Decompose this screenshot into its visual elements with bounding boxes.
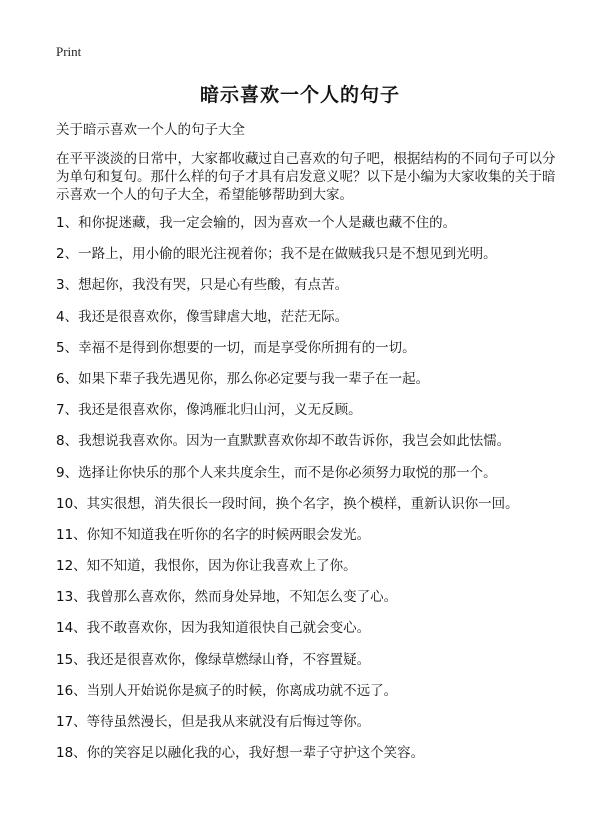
list-item: 3、想起你，我没有哭，只是心有些酸，有点苦。: [56, 277, 349, 294]
list-item: 5、幸福不是得到你想要的一切，而是享受你所拥有的一切。: [56, 339, 416, 356]
list-item: 4、我还是很喜欢你，像雪肆虐大地，茫茫无际。: [56, 308, 349, 325]
list-item: 13、我曾那么喜欢你，然而身处异地，不知怎么变了心。: [56, 589, 398, 606]
list-item: 15、我还是很喜欢你，像绿草燃绿山脊，不容置疑。: [56, 651, 371, 668]
list-item: 2、一路上，用小偷的眼光注视着你；我不是在做贼我只是不想见到光明。: [56, 246, 497, 263]
list-item: 17、等待虽然漫长，但是我从来就没有后悔过等你。: [56, 714, 371, 730]
list-item: 16、当别人开始说你是疯子的时候，你离成功就不远了。: [56, 682, 398, 699]
list-item: 12、知不知道，我恨你，因为你让我喜欢上了你。: [56, 558, 357, 575]
list-item: 10、其实很想，消失很长一段时间，换个名字，换个模样，重新认识你一回。: [56, 495, 519, 512]
list-item: 11、你知不知道我在听你的名字的时候两眼会发光。: [56, 526, 371, 543]
print-link[interactable]: Print: [56, 44, 82, 59]
list-item: 14、我不敢喜欢你，因为我知道很快自己就会变心。: [56, 620, 371, 637]
sentence-list: [56, 213, 576, 774]
page-title: 暗示喜欢一个人的句子: [199, 84, 400, 106]
list-item: 7、我还是很喜欢你，像鸿雁北归山河，义无反顾。: [56, 402, 362, 419]
list-item: 8、我想说我喜欢你。因为一直默默喜欢你却不敢告诉你，我岂会如此怯懦。: [56, 433, 511, 450]
list-item: 6、如果下辈子我先遇见你，那么你必定要与我一辈子在一起。: [56, 370, 430, 387]
list-item: 1、和你捉迷藏，我一定会输的，因为喜欢一个人是藏也藏不住的。: [56, 215, 457, 231]
intro-paragraph: 在平平淡淡的日常中，大家都收藏过自己喜欢的句子吧，根据结构的不同句子可以分为单句和复句。那什么样的句子才具有启发意义呢？以下是小编为大家收集的关于暗示喜欢一个人的句子大全，希望能够帮助到大家。: [56, 151, 556, 203]
list-item: 9、选择让你快乐的那个人来共度余生，而不是你必须努力取悦的那一个。: [56, 464, 497, 481]
page-subtitle: 关于暗示喜欢一个人的句子大全: [56, 122, 245, 138]
list-item: 18、你的笑容足以融化我的心，我好想一辈子守护这个笑容。: [56, 745, 425, 762]
